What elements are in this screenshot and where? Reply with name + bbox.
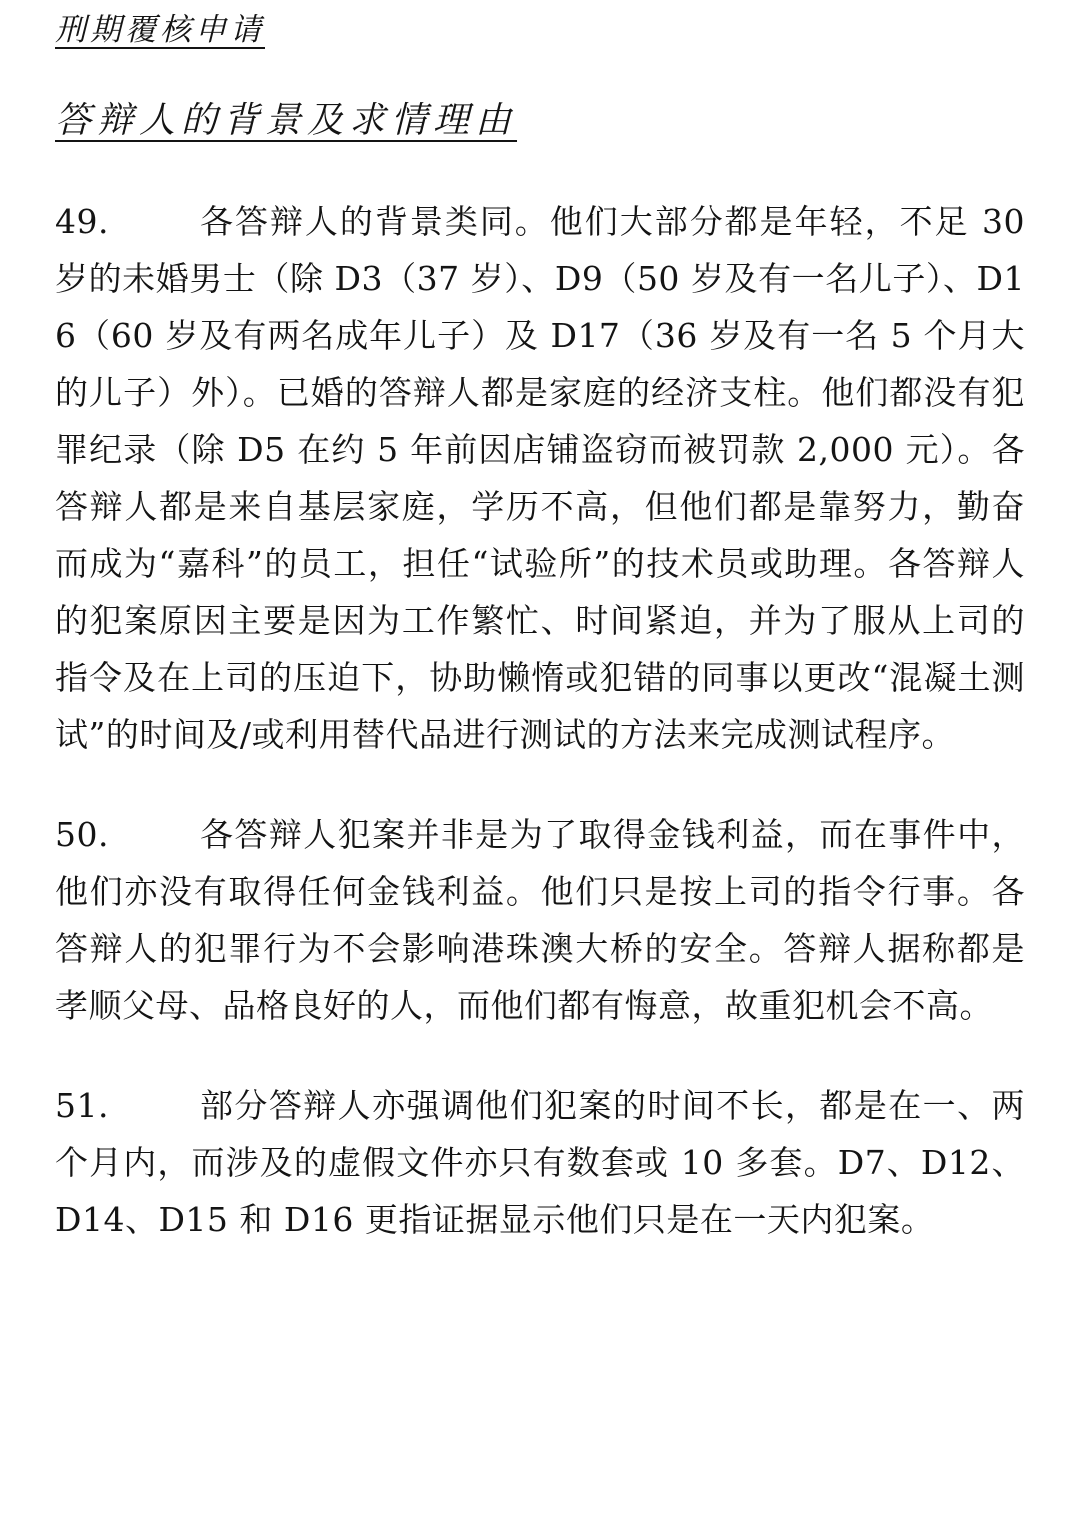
paragraph-number-51: 51. [55, 1086, 109, 1125]
section-heading-respondent-background-and-mitigation: 答辩人的背景及求情理由 [55, 100, 518, 141]
paragraph-number-50: 50. [55, 815, 109, 854]
paragraph-number-49: 49. [55, 202, 109, 241]
paragraph-text-51: 部分答辩人亦强调他们犯案的时间不长，都是在一、两个月内，而涉及的虚假文件亦只有数套或 10 多套。D7、D12、D14、D15 和 D16 更指证据显示他们只是在一天内犯案。 [55, 1086, 1025, 1239]
paragraph-50 [55, 806, 1025, 1034]
paragraph-text-49: 各答辩人的背景类同。他们大部分都是年轻，不足 30 岁的未婚男士（除 D3（37 岁）、D9（50 岁及有一名儿子）、D16（60 岁及有两名成年儿子）及 D17（36 岁及有一名 5 个月大的儿子）外）。已婚的答辩人都是家庭的经济支柱。他们都没有犯罪纪录（除 D5 在约 5 年前因店铺盗窃而被罚款 2,000 元）。各答辩人都是来自基层家庭，学历不高，但他们都是靠努力，勤奋而成为“嘉科”的员工，担任“试验所”的技术员或助理。各答辩人的犯案原因主要是因为工作繁忙、时间紧迫，并为了服从上司的指令及在上司的压迫下，协助懒惰或犯错的同事以更改“混凝土测试”的时间及/或利用替代品进行测试的方法来完成测试程序。 [55, 202, 1025, 754]
paragraph-text-50: 各答辩人犯案并非是为了取得金钱利益，而在事件中，他们亦没有取得任何金钱利益。他们只是按上司的指令行事。各答辩人的犯罪行为不会影响港珠澳大桥的安全。答辩人据称都是孝顺父母、品格良好的人，而他们都有悔意，故重犯机会不高。 [55, 815, 1025, 1025]
section-heading-sentence-review-application: 刑期覆核申请 [55, 12, 265, 48]
paragraph-51 [55, 1077, 1025, 1248]
paragraph-49 [55, 193, 1025, 763]
heading-row-1 [55, 0, 1025, 52]
heading-row-2 [55, 52, 1025, 146]
